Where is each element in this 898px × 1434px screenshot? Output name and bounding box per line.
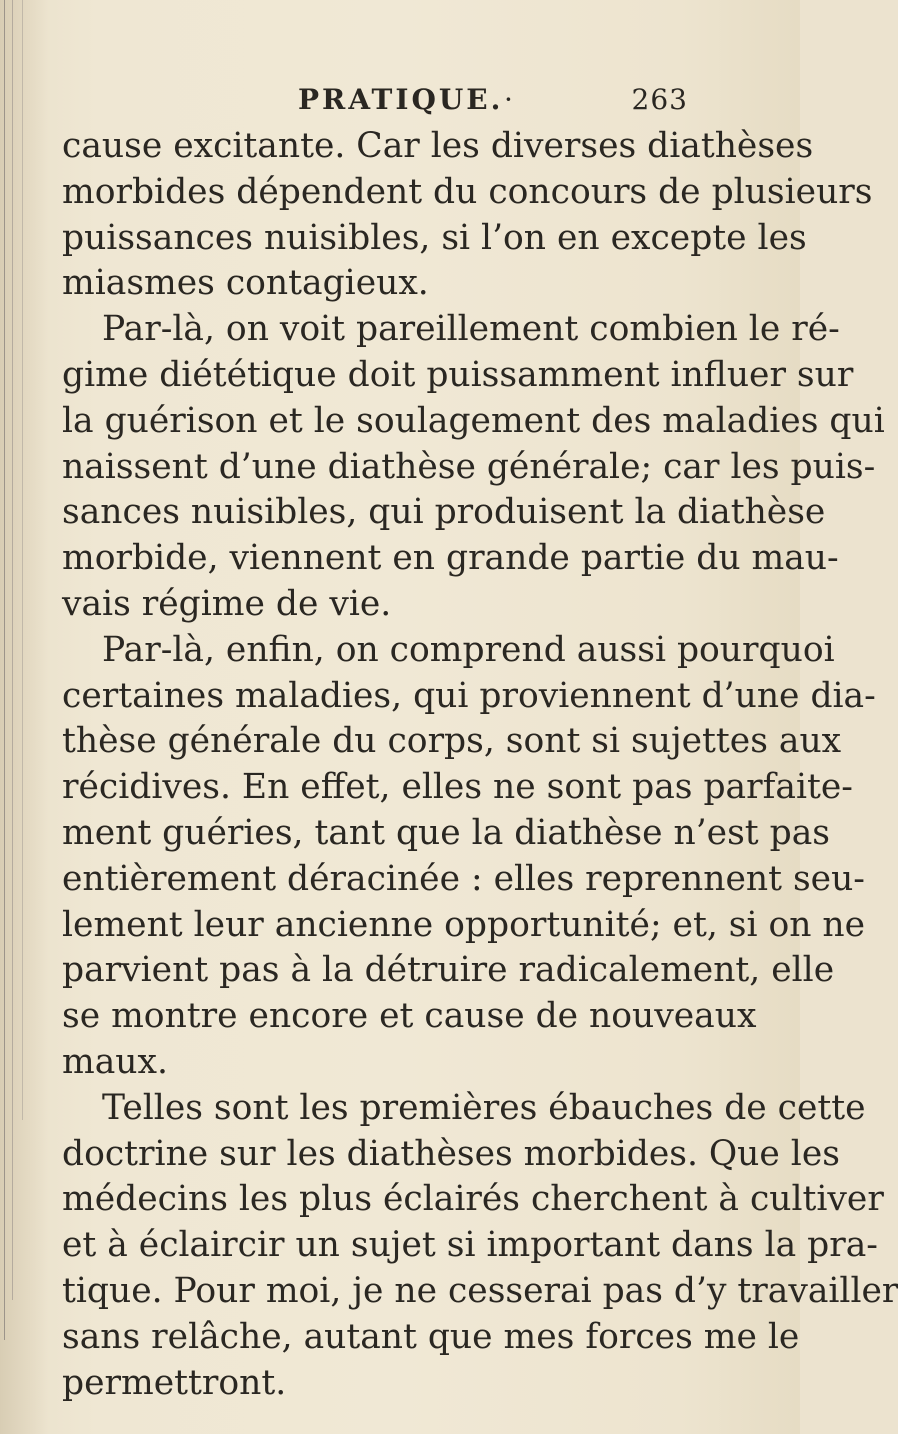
text-line: Telles sont les premières ébauches de cette	[102, 1087, 866, 1128]
text-line: doctrine sur les diathèses morbides. Que les	[62, 1133, 840, 1174]
header-separator: ·	[504, 83, 516, 116]
page-edge-line	[22, 0, 23, 1120]
text-line: thèse générale du corps, sont si sujettes aux	[62, 721, 842, 762]
text-line: vais régime de vie.	[62, 583, 392, 624]
text-line: Par-là, enfin, on comprend aussi pourquoi	[102, 629, 835, 670]
page-number: 263	[631, 83, 688, 116]
text-line: sans relâche, autant que mes forces me le	[62, 1316, 800, 1357]
text-line: maux.	[62, 1041, 168, 1082]
text-line: puissances nuisibles, si l’on en excepte les	[62, 217, 807, 258]
text-line: parvient pas à la détruire radicalement, elle	[62, 950, 835, 991]
body-text	[62, 124, 898, 1406]
text-line: sances nuisibles, qui produisent la diathèse	[62, 492, 826, 533]
running-title: PRATIQUE.	[298, 83, 504, 116]
text-line: entièrement déracinée : elles reprennent seu-	[62, 858, 865, 899]
text-line: lement leur ancienne opportunité; et, si on ne	[62, 904, 866, 945]
text-line: morbides dépendent du concours de plusieurs	[62, 171, 873, 212]
page-edge-line	[4, 0, 5, 1340]
text-line: miasmes contagieux.	[62, 263, 429, 304]
text-line: cause excitante. Car les diverses diathèses	[62, 126, 814, 166]
text-line: gime diététique doit puissamment influer sur	[62, 354, 854, 395]
text-line: ment guéries, tant que la diathèse n’est pas	[62, 812, 830, 853]
page-edge-line	[12, 0, 13, 1300]
text-line: la guérison et le soulagement des maladies qui	[62, 400, 885, 441]
text-line: permettront.	[62, 1362, 287, 1403]
page-gutter-shadow	[0, 0, 48, 1434]
text-line: et à éclaircir un sujet si important dans la pra-	[62, 1225, 878, 1266]
text-line: se montre encore et cause de nouveaux	[62, 996, 757, 1037]
text-line: naissent d’une diathèse générale; car les puis-	[62, 446, 876, 487]
text-line: médecins les plus éclairés cherchent à cultiver	[62, 1179, 884, 1220]
page-header	[298, 78, 688, 122]
text-line: tique. Pour moi, je ne cesserai pas d’y travailler	[62, 1270, 898, 1311]
text-line: Par-là, on voit pareillement combien le ré-	[102, 309, 840, 350]
text-line: certaines maladies, qui proviennent d’une dia-	[62, 675, 876, 716]
text-line: récidives. En effet, elles ne sont pas parfaite-	[62, 767, 853, 808]
text-line: morbide, viennent en grande partie du mau-	[62, 538, 839, 579]
